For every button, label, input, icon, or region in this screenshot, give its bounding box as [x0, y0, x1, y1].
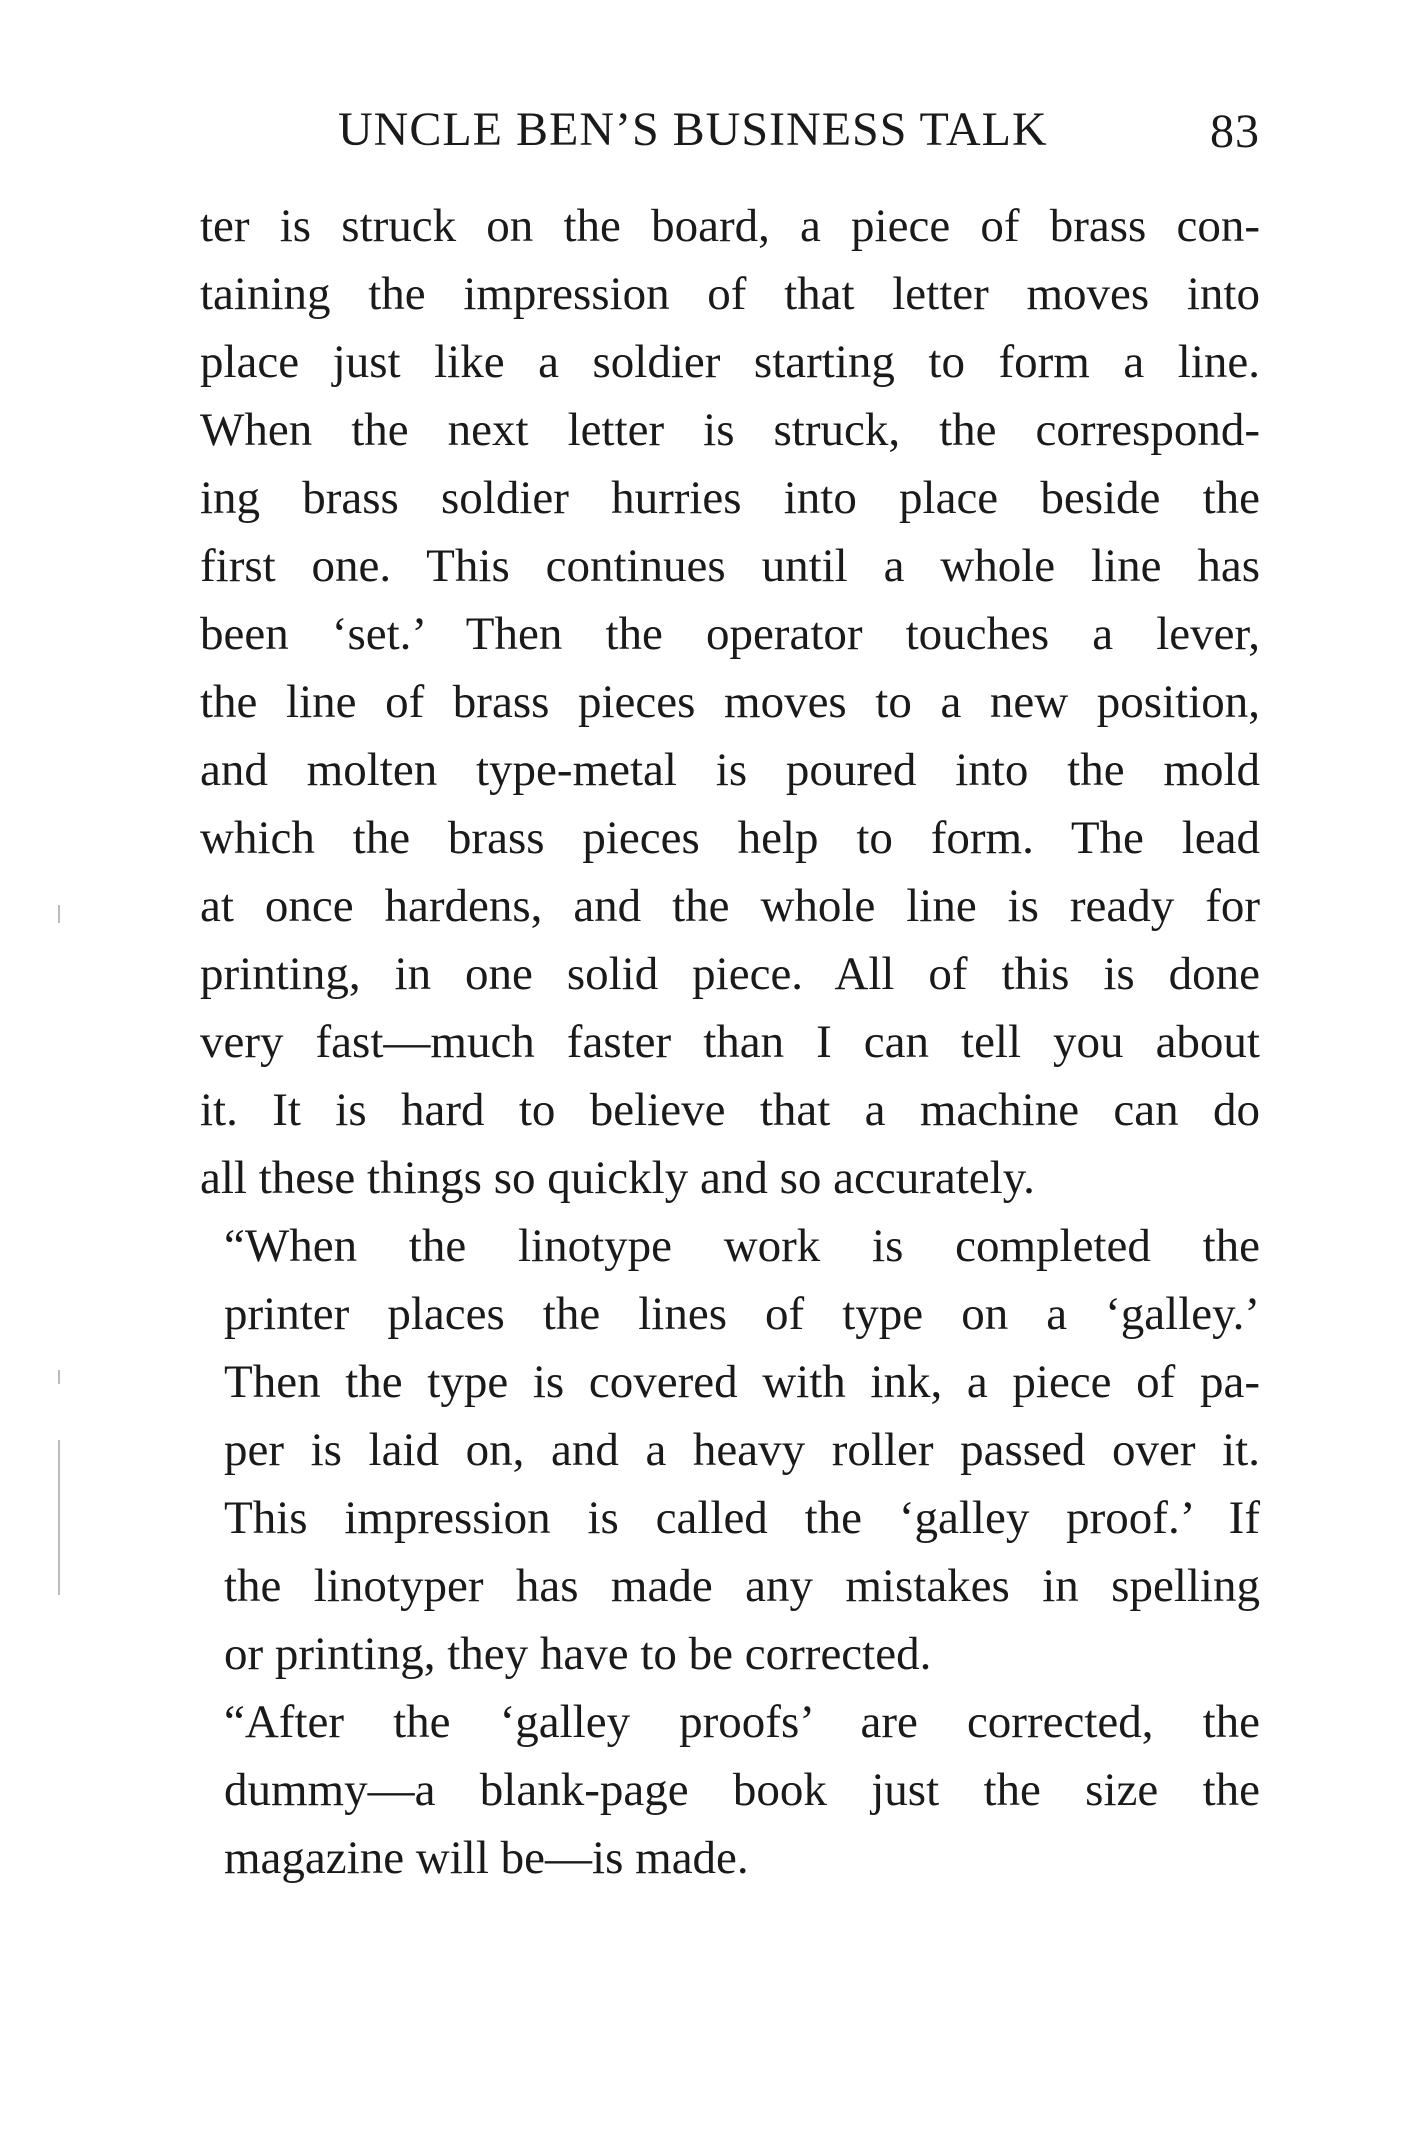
paragraph-1	[200, 192, 1260, 1212]
body-text	[200, 192, 1260, 1892]
text-line: printer places the lines of type on a ‘galley.’	[224, 1288, 1260, 1340]
text-line: When the next letter is struck, the correspond-	[200, 404, 1260, 456]
text-line: ing brass soldier hurries into place beside the	[200, 472, 1260, 524]
text-line: and molten type-metal is poured into the mold	[200, 744, 1260, 796]
text-line: place just like a soldier starting to form a line.	[200, 336, 1260, 388]
text-line: the linotyper has made any mistakes in spelling	[224, 1560, 1260, 1612]
scan-margin-mark	[58, 1555, 60, 1595]
text-line: at once hardens, and the whole line is ready for	[200, 880, 1260, 932]
text-line: “When the linotype work is completed the	[224, 1220, 1260, 1272]
text-line: “After the ‘galley proofs’ are corrected, the	[224, 1696, 1260, 1748]
page-number: 83	[1210, 105, 1260, 158]
text-line: ter is struck on the board, a piece of brass con-	[200, 200, 1260, 252]
text-line: or printing, they have to be corrected.	[224, 1628, 932, 1680]
running-head	[200, 100, 1260, 160]
text-line: Then the type is covered with ink, a piece of pa-	[224, 1356, 1260, 1408]
text-line: magazine will be—is made.	[224, 1832, 749, 1884]
paragraph-3	[200, 1688, 1260, 1892]
running-title: UNCLE BEN’S BUSINESS TALK	[338, 103, 1048, 156]
paragraph-2	[200, 1212, 1260, 1688]
text-line: first one. This continues until a whole line has	[200, 540, 1260, 592]
text-line: This impression is called the ‘galley proof.’ If	[224, 1492, 1260, 1544]
scan-margin-mark	[58, 1370, 60, 1384]
text-line: the line of brass pieces moves to a new position,	[200, 676, 1260, 728]
text-line: printing, in one solid piece. All of this is done	[200, 948, 1260, 1000]
text-line: very fast—much faster than I can tell you about	[200, 1016, 1260, 1068]
text-line: taining the impression of that letter moves into	[200, 268, 1260, 320]
text-line: been ‘set.’ Then the operator touches a lever,	[200, 608, 1260, 660]
text-line: which the brass pieces help to form. The lead	[200, 812, 1260, 864]
text-line: all these things so quickly and so accurately.	[200, 1152, 1035, 1204]
text-line: dummy—a blank-page book just the size the	[224, 1764, 1260, 1816]
text-line: it. It is hard to believe that a machine can do	[200, 1084, 1260, 1136]
scan-margin-mark	[58, 905, 60, 923]
text-line: per is laid on, and a heavy roller passed over it.	[224, 1424, 1260, 1476]
